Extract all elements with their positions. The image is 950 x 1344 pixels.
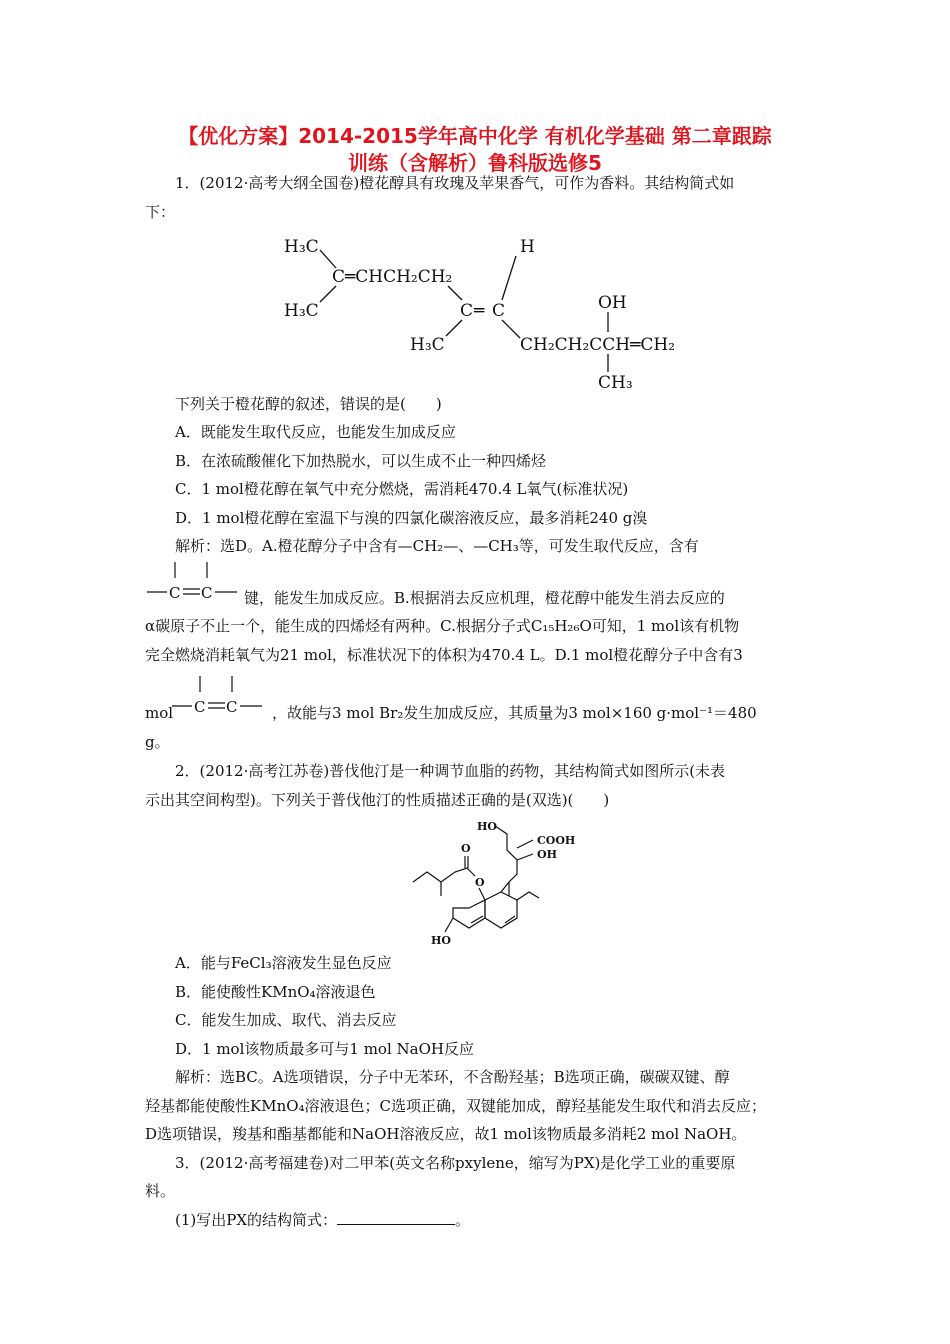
q1-option-a: A．既能发生取代反应，也能发生加成反应	[175, 423, 456, 441]
document-title-line-1: 【优化方案】2014-2015学年高中化学 有机化学基础 第二章跟踪	[178, 124, 772, 148]
q2-ho-top: HO	[477, 820, 497, 833]
q3-stem-line-2: 料。	[145, 1182, 176, 1200]
q1-oh-label: OH	[598, 293, 627, 313]
q1-analysis-line-1: 解析：选D。A.橙花醇分子中含有—CH₂—、—CH₃等，可发生取代反应，含有	[175, 537, 699, 555]
q1-chain-2: CH₂CH₂CCH═CH₂	[520, 335, 676, 355]
q2-carbonyl-o: O	[461, 842, 471, 855]
q1-chain-1: C═CHCH₂CH₂	[332, 267, 453, 287]
q2-structure-diagram	[405, 812, 590, 950]
q1-question: 下列关于橙花醇的叙述，错误的是( )	[175, 395, 442, 413]
document-title-line-2: 训练（含解析）鲁科版选修5	[348, 151, 602, 175]
q1-option-b: B．在浓硫酸催化下加热脱水，可以生成不止一种四烯烃	[175, 452, 547, 470]
q1-analysis-line-3: α碳原子不止一个，能生成的四烯烃有两种。C.根据分子式C₁₅H₂₆O可知，1 mol该有机物	[145, 617, 740, 635]
q1-structure-diagram	[280, 228, 710, 398]
q1-analysis-line-5: ，故能与3 mol Br₂发生加成反应，其质量为3 mol×160 g·mol⁻¹＝480	[272, 704, 757, 722]
q2-stem-line-1: 2．(2012·高考江苏卷)普伐他汀是一种调节血脂的药物，其结构简式如图所示(未表	[175, 762, 726, 780]
q1-h3c-low: H₃C	[410, 335, 445, 355]
q1-cc2-atom-left: C	[194, 698, 206, 716]
q1-c-right: C	[492, 301, 506, 321]
q1-cc-double-bond-diagram-1	[145, 558, 241, 606]
q1-c-left: C	[460, 301, 474, 321]
q1-analysis-mol: mol	[145, 704, 174, 722]
q1-option-c: C．1 mol橙花醇在氧气中充分燃烧，需消耗470.4 L氧气(标准状况)	[175, 480, 629, 498]
q2-option-b: B．能使酸性KMnO₄溶液退色	[175, 983, 376, 1001]
q1-stem-line-2: 下：	[145, 203, 176, 221]
q1-option-d: D．1 mol橙花醇在室温下与溴的四氯化碳溶液反应，最多消耗240 g溴	[175, 509, 648, 527]
q1-h3c-mid: H₃C	[284, 301, 319, 321]
q1-analysis-line-2: 键，能发生加成反应。B.根据消去反应机理，橙花醇中能发生消去反应的	[244, 589, 725, 607]
q2-stem-line-2: 示出其空间构型)。下列关于普伐他汀的性质描述正确的是(双选)( )	[145, 791, 610, 809]
q2-option-d: D．1 mol该物质最多可与1 mol NaOH反应	[175, 1040, 474, 1058]
q1-ch3-label: CH₃	[598, 373, 633, 393]
q1-cc2-atom-right: C	[226, 698, 238, 716]
q1-analysis-line-4: 完全燃烧消耗氧气为21 mol，标准状况下的体积为470.4 L。D.1 mol橙花醇分子中含有3	[145, 646, 743, 664]
q3-subquestion-1-text: (1)写出PX的结构简式：	[175, 1211, 338, 1229]
q1-double-bond: ═	[474, 301, 485, 321]
q2-ho-bottom: HO	[431, 934, 451, 947]
q2-analysis-line-2: 羟基都能使酸性KMnO₄溶液退色；C选项正确，双键能加成，醇羟基能发生取代和消去反应；	[145, 1097, 767, 1115]
q1-stem-line-1: 1．(2012·高考大纲全国卷)橙花醇具有玫瑰及苹果香气，可作为香料。其结构简式如	[175, 174, 735, 192]
q3-subquestion-1	[175, 1209, 470, 1231]
q2-analysis-line-1: 解析：选BC。A选项错误，分子中无苯环，不含酚羟基；B选项正确，碳碳双键、醇	[175, 1068, 730, 1086]
q2-ester-o: O	[475, 876, 485, 889]
q2-cooh: COOH	[537, 834, 576, 847]
q1-cc-atom-left: C	[169, 584, 181, 602]
q3-subquestion-1-end: 。	[455, 1211, 471, 1229]
q2-oh: OH	[537, 848, 557, 861]
q1-h-label: H	[520, 237, 535, 257]
q3-answer-blank[interactable]	[337, 1210, 455, 1225]
q1-cc-double-bond-diagram-2	[170, 672, 270, 720]
q3-stem-line-1: 3．(2012·高考福建卷)对二甲苯(英文名称pxylene，缩写为PX)是化学工业的重要原	[175, 1154, 736, 1172]
q1-cc-atom-right: C	[201, 584, 213, 602]
q1-analysis-line-6: g。	[145, 733, 170, 751]
q2-option-a: A．能与FeCl₃溶液发生显色反应	[175, 954, 392, 972]
q2-option-c: C．能发生加成、取代、消去反应	[175, 1011, 397, 1029]
q1-h3c-top: H₃C	[284, 237, 319, 257]
q2-analysis-line-3: D选项错误，羧基和酯基都能和NaOH溶液反应，故1 mol该物质最多消耗2 mol NaOH。	[145, 1125, 747, 1143]
